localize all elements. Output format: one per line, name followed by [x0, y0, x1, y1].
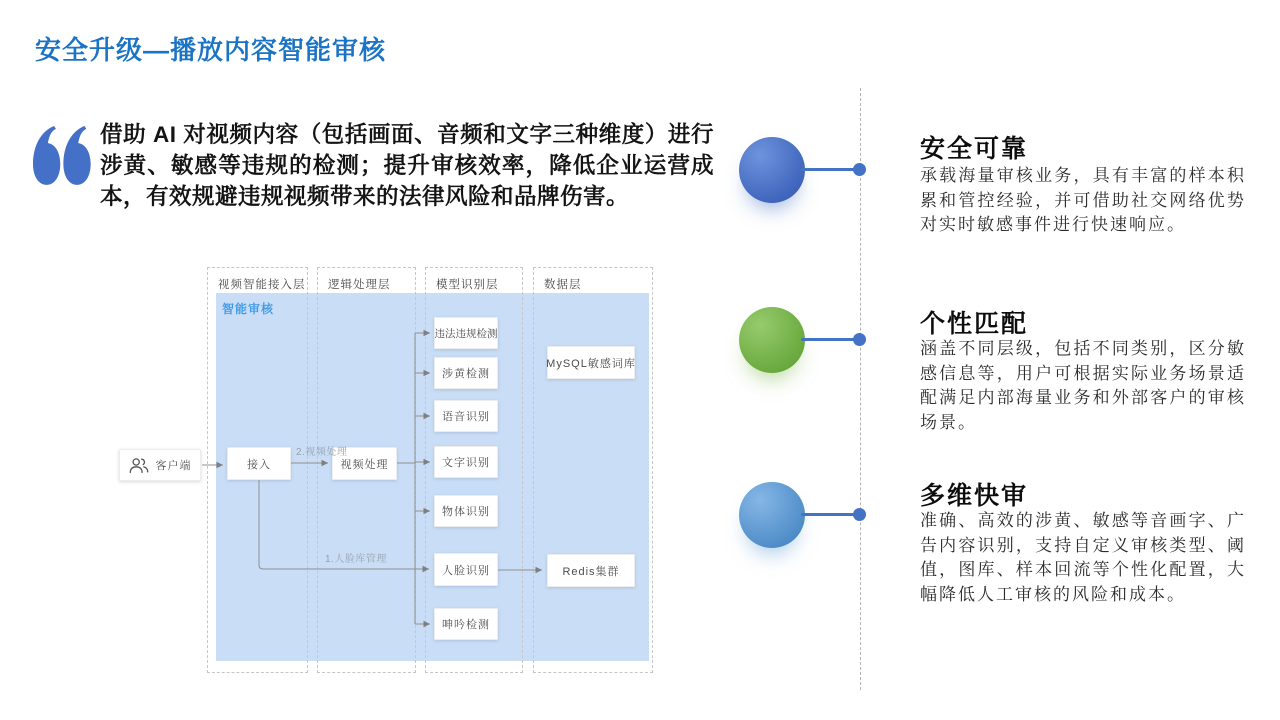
node-text-recognition: 文字识别 — [434, 446, 498, 478]
feature-desc-multidim: 准确、高效的涉黄、敏感等音画字、广告内容识别，支持自定义审核类型、阈值，图库、样本回流等个性化配置，大幅降低人工审核的风险和成本。 — [920, 511, 1246, 604]
feature-title-secure: 安全可靠 — [920, 135, 1029, 163]
node-redis-cluster: Redis集群 — [547, 554, 635, 587]
edge-label-face-db: 1.人脸库管理 — [325, 554, 387, 565]
feature-bullet-secure — [739, 137, 805, 203]
node-label: 客户端 — [155, 460, 192, 472]
bullet-connector-line — [801, 338, 855, 341]
quote-glyph-left — [33, 126, 60, 185]
layer-label: 数据层 — [544, 279, 582, 291]
node-speech-recognition: 语音识别 — [434, 400, 498, 432]
layer-label: 视频智能接入层 — [218, 279, 306, 291]
node-access: 接入 — [227, 447, 291, 480]
node-porn-detect: 涉黄检测 — [434, 357, 498, 389]
edge-label-video-process: 2.视频处理 — [296, 447, 348, 458]
feature-desc-personalized: 涵盖不同层级，包括不同类别，区分敏感信息等，用户可根据实际业务场景适配满足内部海量业务和外部客户的审核场景。 — [920, 339, 1246, 432]
quote-icon — [33, 126, 91, 188]
layer-column-data — [533, 267, 653, 673]
layer-label: 模型识别层 — [436, 279, 499, 291]
dashed-separator — [860, 88, 861, 690]
node-mysql-sensitive-words: MySQL敏感词库 — [547, 346, 635, 379]
users-icon — [129, 457, 149, 474]
bullet-connector-dot — [853, 163, 866, 176]
bullet-connector-dot — [853, 333, 866, 346]
page-title: 安全升级—播放内容智能审核 — [35, 35, 387, 65]
node-object-recognition: 物体识别 — [434, 495, 498, 527]
layer-label: 逻辑处理层 — [328, 279, 391, 291]
node-client — [119, 449, 201, 481]
node-illegal-detect: 违法违规检测 — [434, 317, 498, 349]
feature-bullet-multidim — [739, 482, 805, 548]
bullet-connector-line — [801, 168, 855, 171]
node-video-process: 视频处理 — [332, 447, 397, 480]
node-face-recognition: 人脸识别 — [434, 553, 498, 586]
quote-text: 借助 AI 对视频内容（包括画面、音频和文字三种维度）进行涉黄、敏感等违规的检测；提升审核效率，降低企业运营成本，有效规避违规视频带来的法律风险和品牌伤害。 — [100, 122, 714, 209]
bullet-connector-line — [801, 513, 855, 516]
bullet-connector-dot — [853, 508, 866, 521]
feature-bullet-personalized — [739, 307, 805, 373]
feature-title-personalized: 个性匹配 — [920, 310, 1029, 338]
feature-desc-secure: 承载海量审核业务，具有丰富的样本积累和管控经验，并可借助社交网络优势对实时敏感事件进行快速响应。 — [920, 166, 1246, 234]
quote-glyph-right — [63, 126, 90, 185]
feature-title-multidim: 多维快审 — [920, 482, 1029, 510]
node-moan-detect: 呻吟检测 — [434, 608, 498, 640]
panel-label: 智能审核 — [222, 302, 275, 316]
